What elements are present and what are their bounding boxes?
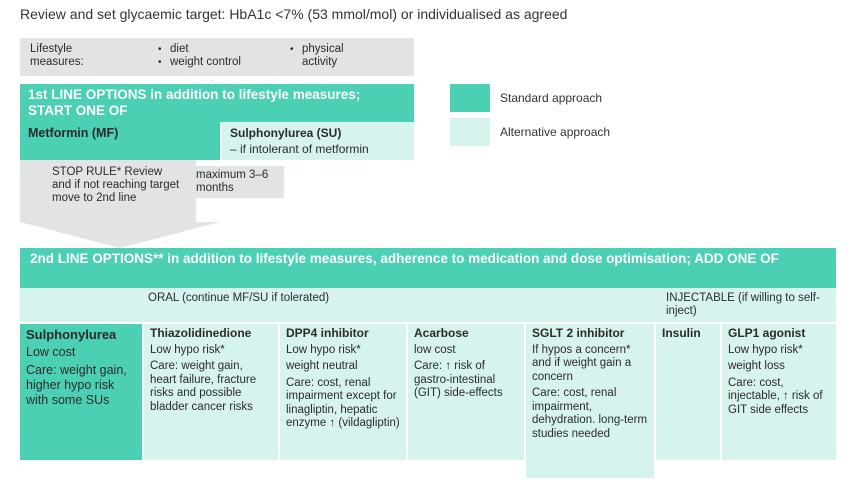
lifestyle-label: Lifestyle measures: xyxy=(30,43,84,68)
option-insulin xyxy=(656,324,720,460)
stop-rule: STOP RULE* Review and if not reaching target move to 2nd line xyxy=(52,166,180,204)
option-note: Care: cost, renal impairment, dehydration. long-term studies needed xyxy=(532,387,648,440)
legend-alternative-label: Alternative approach xyxy=(500,125,611,139)
option-name: Insulin xyxy=(662,326,701,340)
legend-alternative-swatch xyxy=(450,118,490,146)
lifestyle-item: weight control xyxy=(170,56,241,68)
maximum-duration: maximum 3–6 months xyxy=(188,166,284,198)
legend-standard-swatch xyxy=(450,84,490,112)
option-note: Care: cost, injectable, ↑ risk of GIT side effects xyxy=(728,376,823,416)
option-note: Care: weight gain, heart failure, fracture risks and possible bladder cancer risks xyxy=(150,360,257,413)
option-note: Care: ↑ risk of gastro-intestinal (GIT) side-effects xyxy=(414,360,503,399)
lifestyle-col-1 xyxy=(158,43,241,69)
bullet-icon: • xyxy=(158,57,162,68)
option-note: Low hypo risk* xyxy=(728,343,803,356)
first-line-alternative-note: – if intolerant of metformin xyxy=(230,142,369,156)
lifestyle-item: physical activity xyxy=(302,43,344,68)
option-glp1-agonist xyxy=(722,324,836,460)
option-acarbose xyxy=(408,324,524,460)
option-thiazolidinedione xyxy=(144,324,278,460)
first-line-header: 1st LINE OPTIONS in addition to lifestyle measures; START ONE OF xyxy=(20,84,414,122)
option-name: DPP4 inhibitor xyxy=(286,326,369,340)
option-name: SGLT 2 inhibitor xyxy=(532,326,625,340)
first-line-alternative-name: Sulphonylurea (SU) xyxy=(230,126,342,140)
option-name: Sulphonylurea xyxy=(26,327,117,342)
option-sulphonylurea xyxy=(20,324,142,460)
option-name: GLP1 agonist xyxy=(728,326,806,340)
first-line-standard: Metformin (MF) xyxy=(20,122,220,160)
option-note: Low cost xyxy=(26,345,76,359)
bullet-icon: • xyxy=(290,44,294,55)
option-name: Acarbose xyxy=(414,326,469,340)
option-sglt2-inhibitor xyxy=(526,324,654,478)
bullet-icon: • xyxy=(158,44,162,55)
first-line-alternative xyxy=(222,122,414,160)
injectable-label: INJECTABLE (if willing to self-inject) xyxy=(666,292,820,317)
lifestyle-item: diet xyxy=(170,43,189,55)
lifestyle-box xyxy=(20,38,414,76)
lifestyle-col-2 xyxy=(290,43,372,69)
page-title: Review and set glycaemic target: HbA1c <7% (53 mmol/mol) or individualised as agreed xyxy=(20,6,568,22)
legend-standard-label: Standard approach xyxy=(500,91,603,105)
option-note: If hypos a concern* and if weight gain a concern xyxy=(532,343,632,383)
option-note: weight neutral xyxy=(286,360,358,372)
option-note: Low hypo risk* xyxy=(286,343,361,356)
option-note: weight loss xyxy=(728,360,785,372)
oral-label: ORAL (continue MF/SU if tolerated) xyxy=(148,292,330,304)
option-name: Thiazolidinedione xyxy=(150,326,252,340)
option-note: low cost xyxy=(414,343,456,356)
route-row xyxy=(20,288,836,322)
option-note: Care: weight gain, higher hypo risk with some SUs xyxy=(26,363,127,407)
option-note: Low hypo risk* xyxy=(150,343,225,356)
second-line-header: 2nd LINE OPTIONS** in addition to lifestyle measures, adherence to medication and dose optimisation; ADD ONE OF xyxy=(20,248,836,288)
option-note: Care: cost, renal impairment except for linagliptin, hepatic enzyme ↑ (vildagliptin) xyxy=(286,376,400,429)
option-dpp4-inhibitor xyxy=(280,324,406,460)
